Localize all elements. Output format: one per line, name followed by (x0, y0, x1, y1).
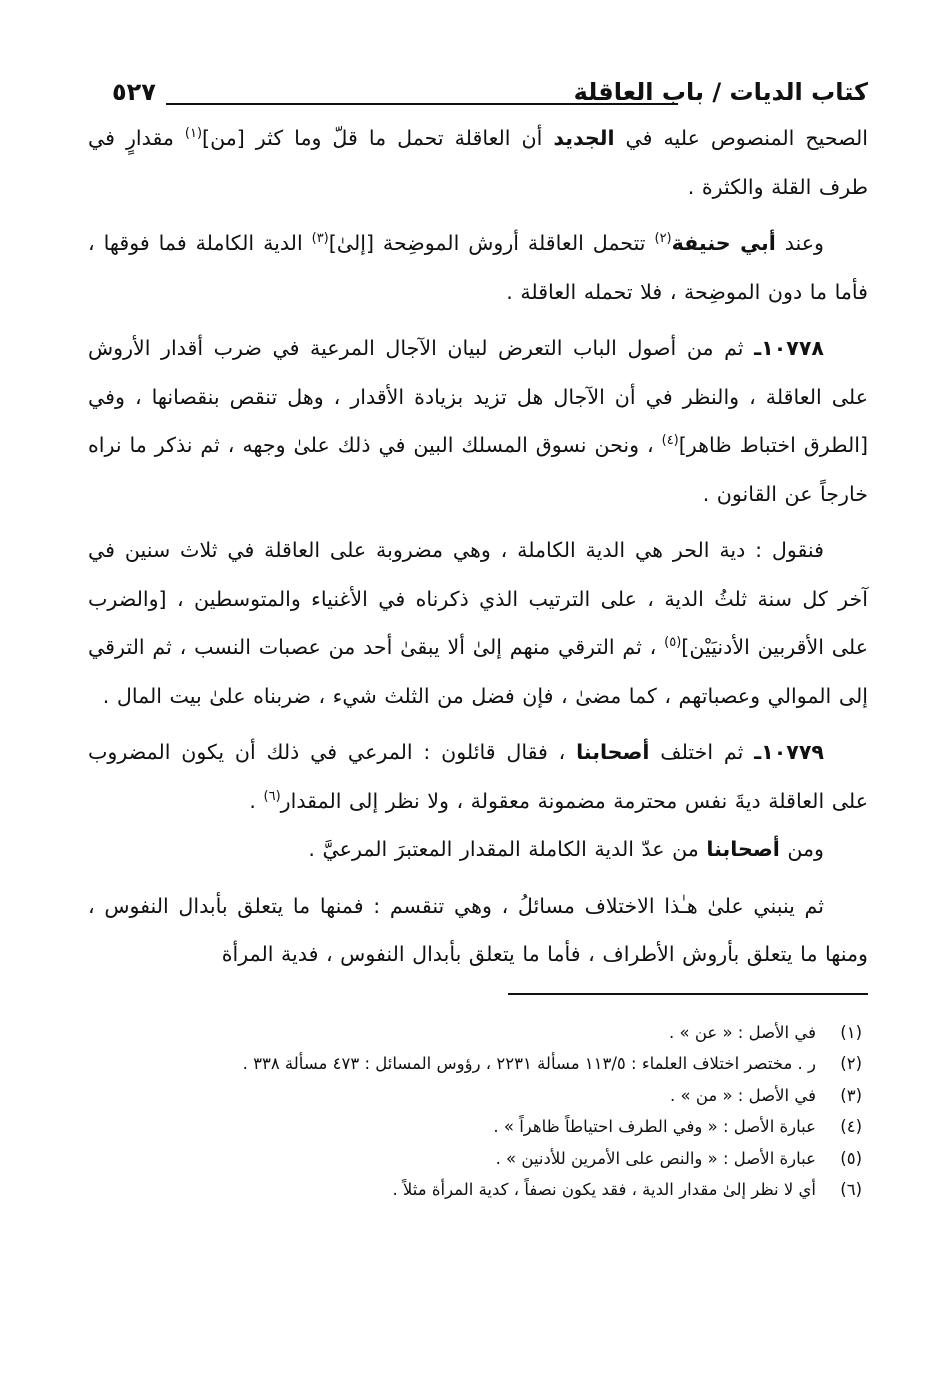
footnote-ref: (٥) (664, 635, 682, 651)
text-run: ، فقال قائلون : المرعي في ذلك أن يكون المضروب على العاقلة ديةَ نفس محترمة مضمونة معقولة ، ولا نظر إلى المقدار (88, 740, 868, 813)
footnote-text: أي لا نظر إلىٰ مقدار الدية ، فقد يكون نصفاً ، كدية المرأة مثلاً . (392, 1180, 816, 1199)
footnote (88, 1080, 868, 1112)
bold-term: أصحابنا (576, 740, 650, 764)
text-run: الصحيح المنصوص عليه في (614, 126, 868, 150)
text-run: وعند (775, 231, 824, 255)
text-run: أن العاقلة تحمل ما قلّ وما كثر [من] (202, 126, 554, 150)
paragraph-2 (88, 219, 868, 316)
text-run: من عدّ الدية الكاملة المقدار المعتبرَ المرعيَّ . (308, 837, 707, 861)
footnote-ref: (٢) (654, 231, 672, 247)
footnote-ref: (٤) (661, 433, 679, 449)
footnote-number: (٣) (840, 1085, 862, 1105)
paragraph-5 (88, 728, 868, 825)
text-run: ، ثم الترقي منهم إلىٰ ألا يبقىٰ أحد من عصبات النسب ، ثم الترقي إلى الموالي وعصباتهم ، كما مضىٰ ، فإن فضل من الثلث شيء ، ضربناه علىٰ بيت المال . (88, 635, 868, 708)
footnote-text: ر . مختصر اختلاف العلماء : ١١٣/٥ مسألة ٢٢٣١ ، رؤوس المسائل : ٤٧٣ مسألة ٣٣٨ . (242, 1054, 816, 1073)
footnote-text: في الأصل : « من » . (669, 1085, 816, 1105)
header-rule (166, 103, 678, 105)
text-run: ، ونحن نسوق المسلك البين في ذلك علىٰ وجهه ، ثم نذكر ما نراه خارجاً عن القانون . (88, 433, 868, 506)
footnote (88, 1111, 868, 1143)
footnote-number: (١) (840, 1022, 862, 1042)
page-number: ٥٢٧ (112, 78, 156, 106)
footnote-number: (٤) (840, 1117, 862, 1136)
text-run: مقدارٍ في طرف القلة والكثرة . (88, 126, 868, 199)
text-run: ثم اختلف (649, 740, 755, 764)
footnote (88, 1174, 868, 1206)
footnote-text: عبارة الأصل : « والنص على الأمرين للأدنين » . (495, 1148, 816, 1168)
bold-term: أصحابنا (706, 837, 780, 861)
footnotes (88, 1017, 868, 1206)
section-number: ١٠٧٧٨ـ (754, 336, 824, 360)
text-run: ثم من أصول الباب التعرض لبيان الآجال المرعية في ضرب أقدار الأروش على العاقلة ، والنظر في أن الآجال هل تزيد بزيادة الأقدار ، وهل تنقص بنقصانها ، وفي [الطرق اختباط ظاهر] (88, 336, 869, 457)
footnote-number: (٢) (840, 1054, 862, 1073)
paragraph-7 (88, 882, 868, 979)
running-head: كتاب الديات / باب العاقلة (573, 78, 868, 106)
book-page (88, 78, 868, 1206)
footnote (88, 1143, 868, 1175)
footnote (88, 1048, 868, 1080)
text-run: ثم ينبني علىٰ هـٰذا الاختلاف مسائلُ ، وهي تنقسم : فمنها ما يتعلق بأبدال النفوس ، ومنها ما يتعلق بأروش الأطراف ، فأما ما يتعلق بأبدال النفوس ، فدية المرأة (88, 893, 868, 966)
footnote-number: (٦) (840, 1180, 862, 1199)
footnote-text: في الأصل : « عن » . (668, 1022, 816, 1042)
section-number: ١٠٧٧٩ـ (754, 740, 824, 764)
bold-term: الجديد (553, 126, 615, 150)
paragraph-1 (88, 114, 868, 211)
footnote (88, 1017, 868, 1049)
text-run: فنقول : دية الحر هي الدية الكاملة ، وهي مضروبة على العاقلة في ثلاث سنين في آخر كل سنة ثلثُ الدية ، على الترتيب الذي ذكرناه في الأغنياء والمتوسطين ، [والضرب على الأقربين الأدنيَيْن] (88, 538, 869, 659)
text-run: تتحمل العاقلة أروش الموضِحة [إلىٰ] (328, 231, 655, 255)
text-run: الدية الكاملة فما فوقها ، فأما ما دون الموضِحة ، فلا تحمله العاقلة . (88, 231, 868, 304)
footnote-ref: (١) (184, 126, 203, 142)
footnote-ref: (٣) (311, 231, 329, 247)
footnote-number: (٥) (840, 1148, 862, 1168)
page-header (88, 78, 868, 114)
footnote-rule (508, 993, 868, 995)
text-run: . (249, 788, 264, 813)
footnote-text: عبارة الأصل : « وفي الطرف احتياطاً ظاهراً » . (493, 1117, 816, 1136)
paragraph-4 (88, 526, 868, 720)
text-run: ومن (779, 837, 824, 861)
footnote-ref: (٦) (263, 788, 281, 804)
paragraph-6 (88, 825, 868, 874)
bold-term: أبي حنيفة (671, 231, 776, 255)
paragraph-3 (88, 324, 868, 518)
